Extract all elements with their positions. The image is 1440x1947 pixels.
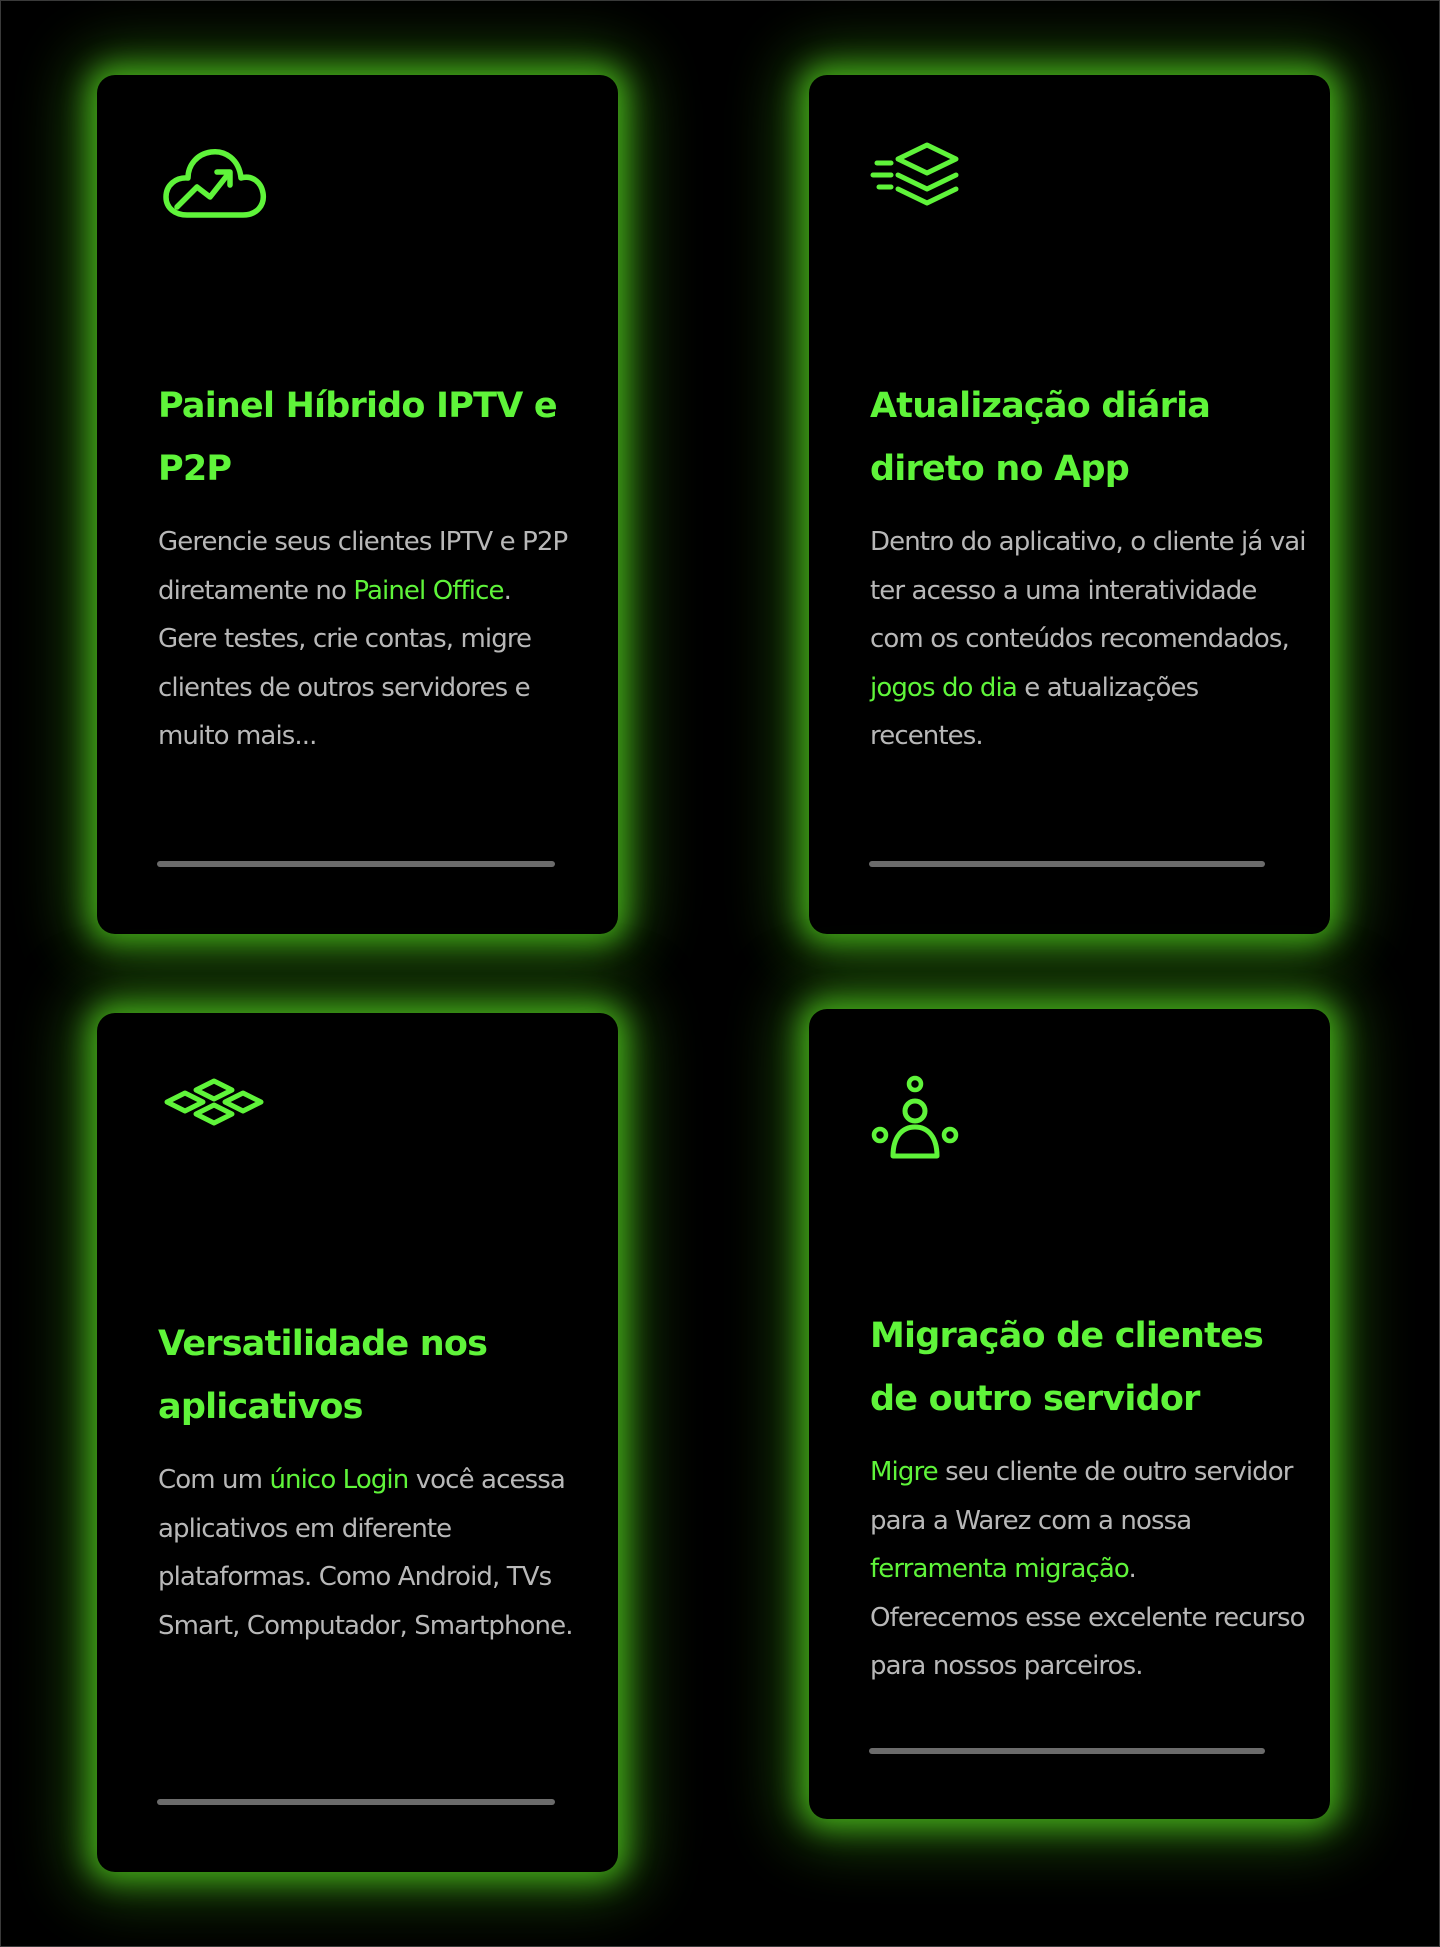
platforms-icon xyxy=(157,1073,277,1173)
card-title: Painel Híbrido IPTV e P2P xyxy=(158,386,557,489)
card-divider xyxy=(157,861,555,867)
feature-card-painel-hibrido xyxy=(97,75,618,934)
card-description: Dentro do aplicativo, o cliente já vai ter acesso a uma interatividade com os conteúdos recomendados, jogos do dia e atualizações recentes. xyxy=(870,527,1306,751)
card-divider xyxy=(869,861,1265,867)
card-title: Versatilidade nos aplicativos xyxy=(158,1324,488,1427)
cloud-growth-icon xyxy=(157,135,277,235)
user-network-icon xyxy=(869,1069,989,1169)
layers-speed-icon xyxy=(869,135,989,235)
card-title: Migração de clientes de outro servidor xyxy=(870,1316,1264,1419)
card-description: Com um único Login você acessa aplicativos em diferente plataformas. Como Android, TVs Smart, Computador, Smartphone. xyxy=(158,1465,573,1641)
card-divider xyxy=(869,1748,1265,1754)
unico-login-highlight: único Login xyxy=(269,1465,409,1495)
feature-card-migracao xyxy=(809,1009,1330,1819)
card-description: Migre seu cliente de outro servidor para a Warez com a nossa ferramenta migração. Oferecemos esse excelente recurso para nossos parceiros. xyxy=(870,1457,1305,1681)
painel-office-highlight: Painel Office xyxy=(353,575,504,606)
migre-highlight: Migre xyxy=(870,1457,938,1487)
card-title: Atualização diária direto no App xyxy=(870,386,1211,489)
feature-card-atualizacao xyxy=(809,75,1330,934)
card-description: Gerencie seus clientes IPTV e P2P diretamente no Painel Office. Gere testes, crie contas, migre clientes de outros servidores e muito mais... xyxy=(158,527,568,751)
card-divider xyxy=(157,1799,555,1805)
ferramenta-migracao-highlight: ferramenta migração xyxy=(870,1554,1129,1584)
feature-card-versatilidade xyxy=(97,1013,618,1872)
jogos-do-dia-highlight: jogos do dia xyxy=(870,672,1017,703)
